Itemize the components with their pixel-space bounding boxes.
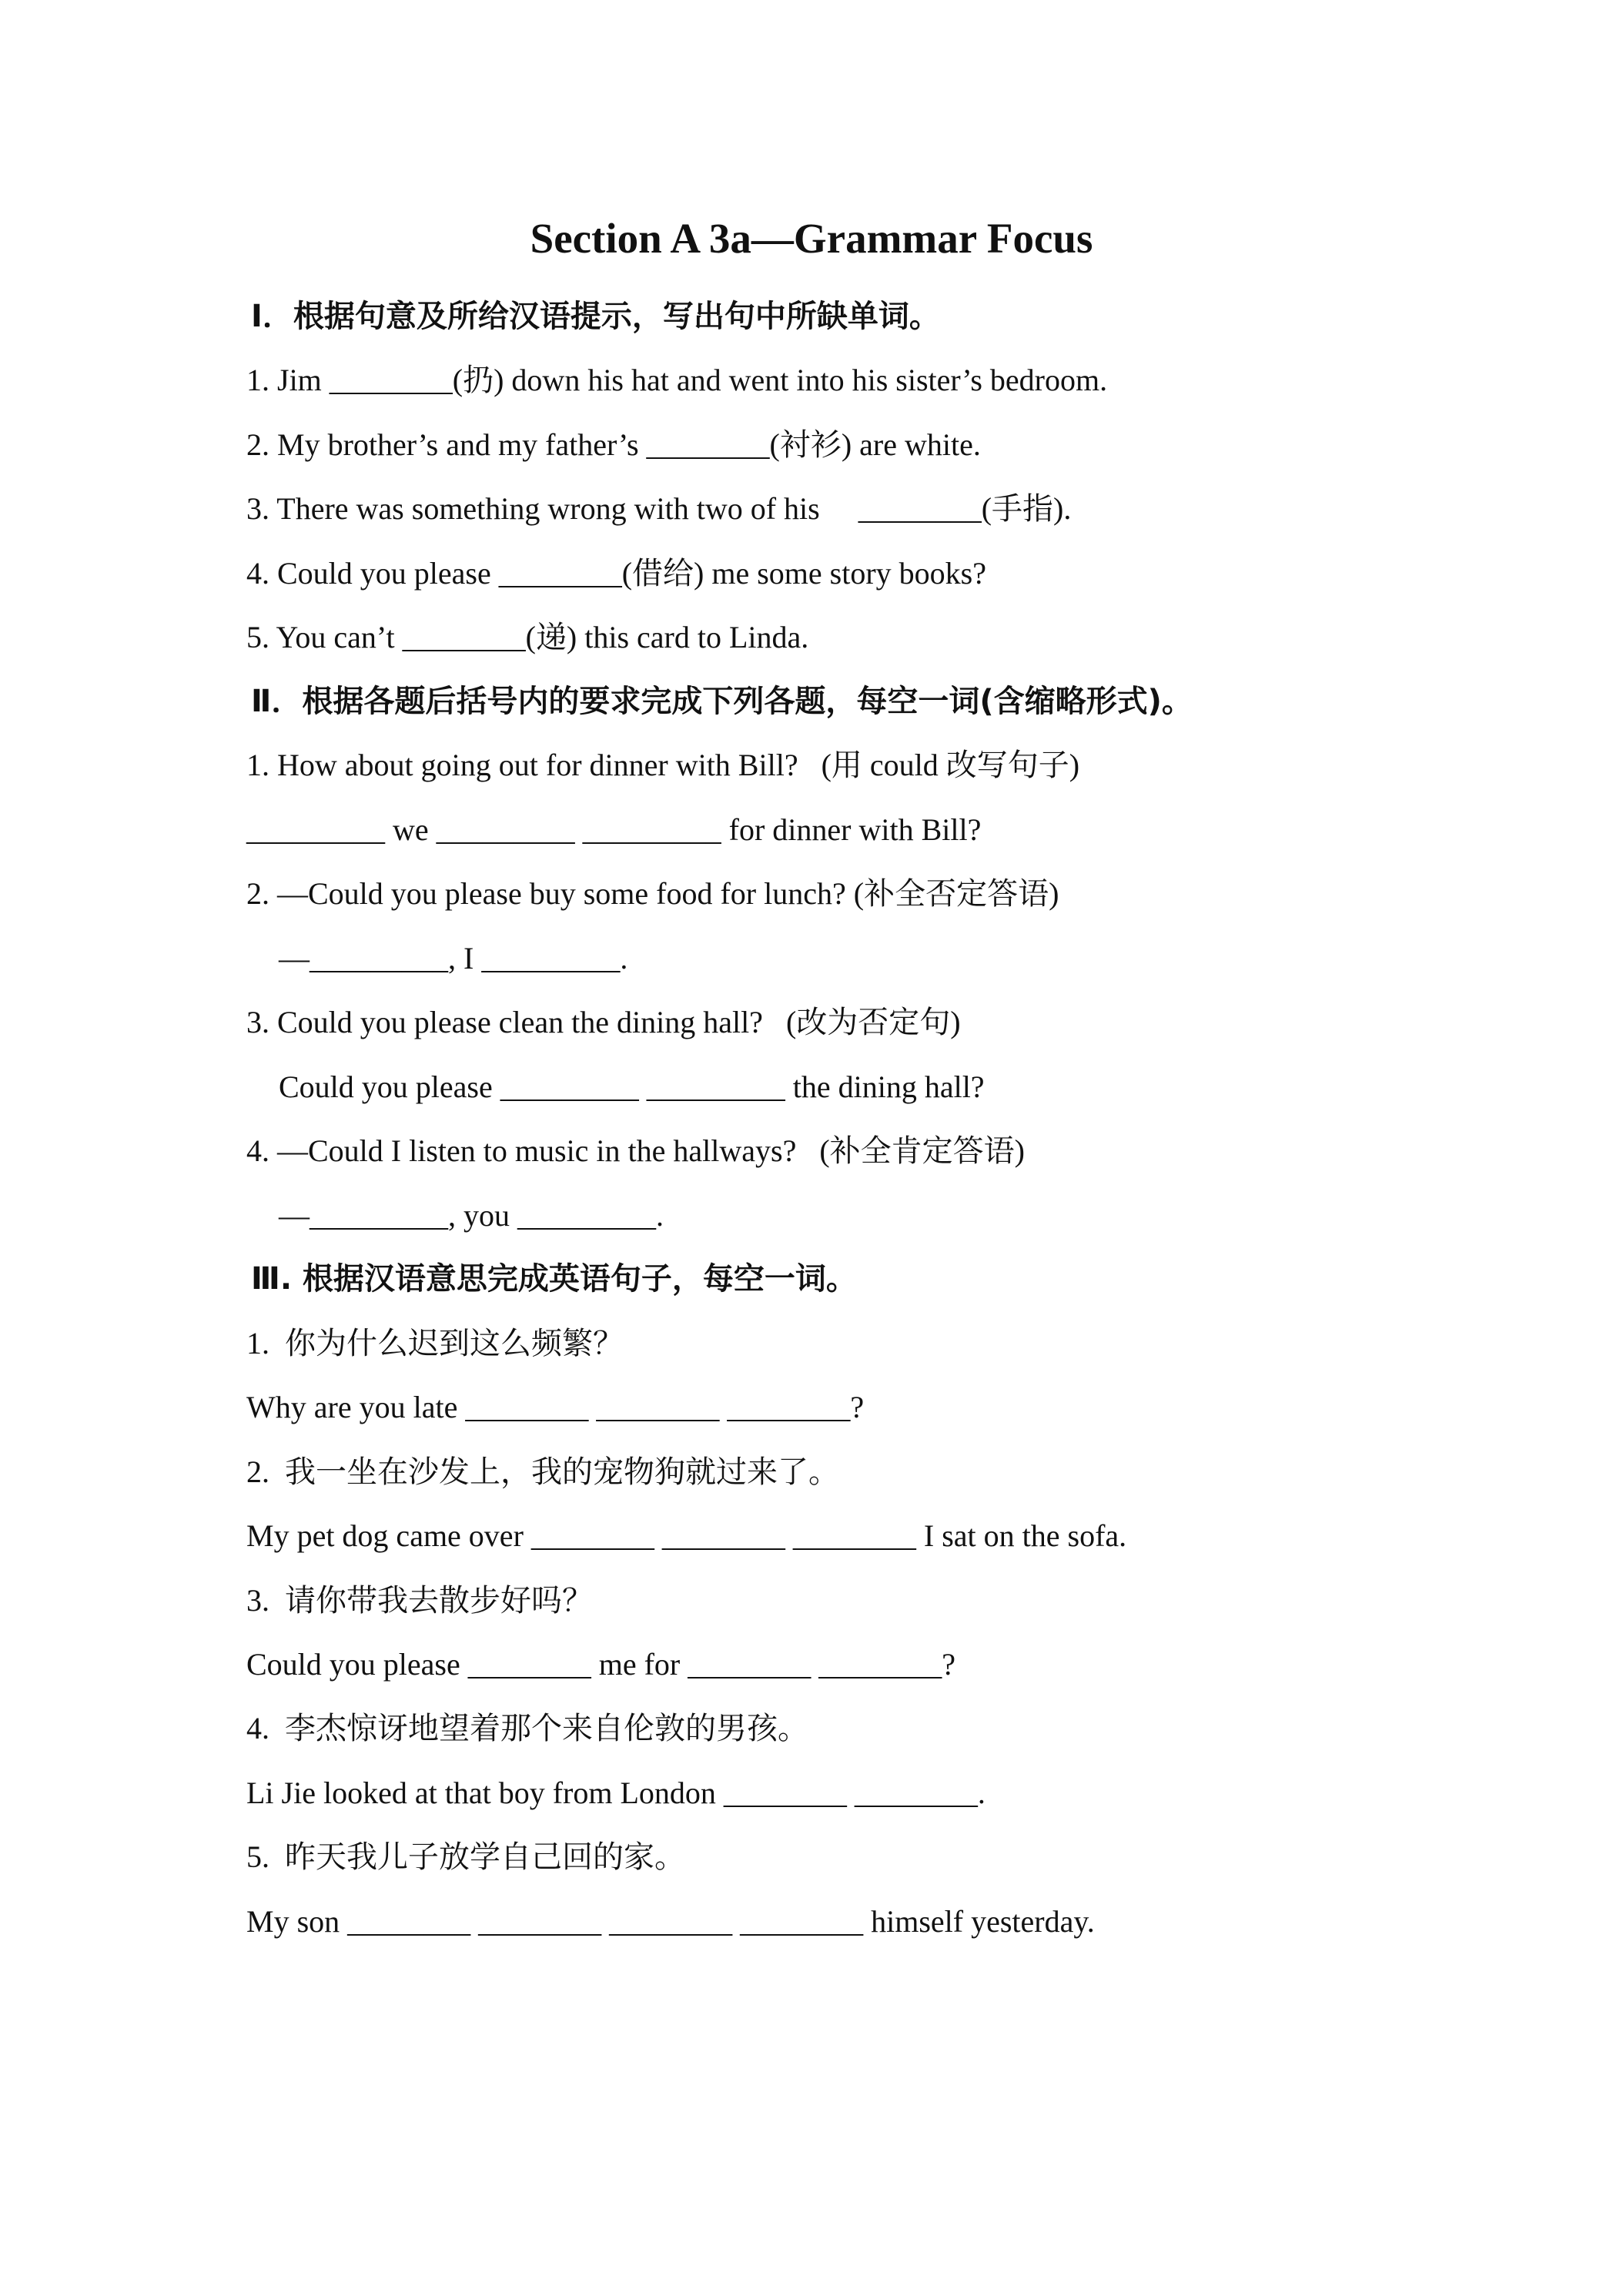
section-2-item-2-answer: —_________, I _________. bbox=[279, 941, 628, 976]
section-2-item-2-question: 2. —Could you please buy some food for lunch? (补全否定答语) bbox=[246, 876, 1059, 911]
section-3-heading: Ⅲ. 根据汉语意思完成英语句子，每空一词。 bbox=[251, 1261, 857, 1297]
section-2-item-1-question: 1. How about going out for dinner with Bill? (用 could 改写句子) bbox=[246, 748, 1080, 782]
section-3-item-4-chinese: 4. 李杰惊讶地望着那个来自伦敦的男孩。 bbox=[246, 1711, 808, 1745]
section-1-item-4: 4. Could you please ________(借给) me some story books? bbox=[246, 556, 986, 591]
section-3-item-2-chinese: 2. 我一坐在沙发上，我的宠物狗就过来了。 bbox=[246, 1454, 839, 1489]
section-2-item-3-answer: Could you please _________ _________ the dining hall? bbox=[279, 1069, 985, 1104]
section-3-item-5-chinese: 5. 昨天我儿子放学自己回的家。 bbox=[246, 1839, 685, 1874]
section-3-item-4-english: Li Jie looked at that boy from London ________ ________. bbox=[246, 1776, 986, 1810]
section-2-heading: Ⅱ．根据各题后括号内的要求完成下列各题，每空一词(含缩略形式)。 bbox=[251, 684, 1193, 719]
section-3-item-1-english: Why are you late ________ ________ ________? bbox=[246, 1390, 865, 1424]
section-1-item-5: 5. You can’t ________(递) this card to Linda. bbox=[246, 620, 809, 654]
section-1-heading: Ⅰ．根据句意及所给汉语提示，写出句中所缺单词。 bbox=[251, 299, 940, 334]
page-title: Section A 3a—Grammar Focus bbox=[530, 215, 1093, 262]
section-2-item-4-question: 4. —Could I listen to music in the hallways? (补全肯定答语) bbox=[246, 1133, 1025, 1168]
section-3-item-2-english: My pet dog came over ________ ________ ________ I sat on the sofa. bbox=[246, 1518, 1127, 1553]
section-3-item-5-english: My son ________ ________ ________ ________ himself yesterday. bbox=[246, 1904, 1095, 1939]
section-2-item-4-answer: —_________, you _________. bbox=[279, 1198, 664, 1233]
section-3-item-3-english: Could you please ________ me for ________ ________? bbox=[246, 1647, 955, 1682]
section-1-item-1: 1. Jim ________(扔) down his hat and went into his sister’s bedroom. bbox=[246, 363, 1108, 397]
section-2-item-1-answer: _________ we _________ _________ for dinner with Bill? bbox=[246, 812, 982, 847]
section-1-item-3: 3. There was something wrong with two of his ________(手指). bbox=[246, 491, 1072, 526]
section-3-item-3-chinese: 3. 请你带我去散步好吗？ bbox=[246, 1583, 593, 1618]
section-2-item-3-question: 3. Could you please clean the dining hall? (改为否定句) bbox=[246, 1005, 961, 1039]
section-1-item-2: 2. My brother’s and my father’s ________(衬衫) are white. bbox=[246, 427, 981, 462]
section-3-item-1-chinese: 1. 你为什么迟到这么频繁？ bbox=[246, 1326, 624, 1361]
